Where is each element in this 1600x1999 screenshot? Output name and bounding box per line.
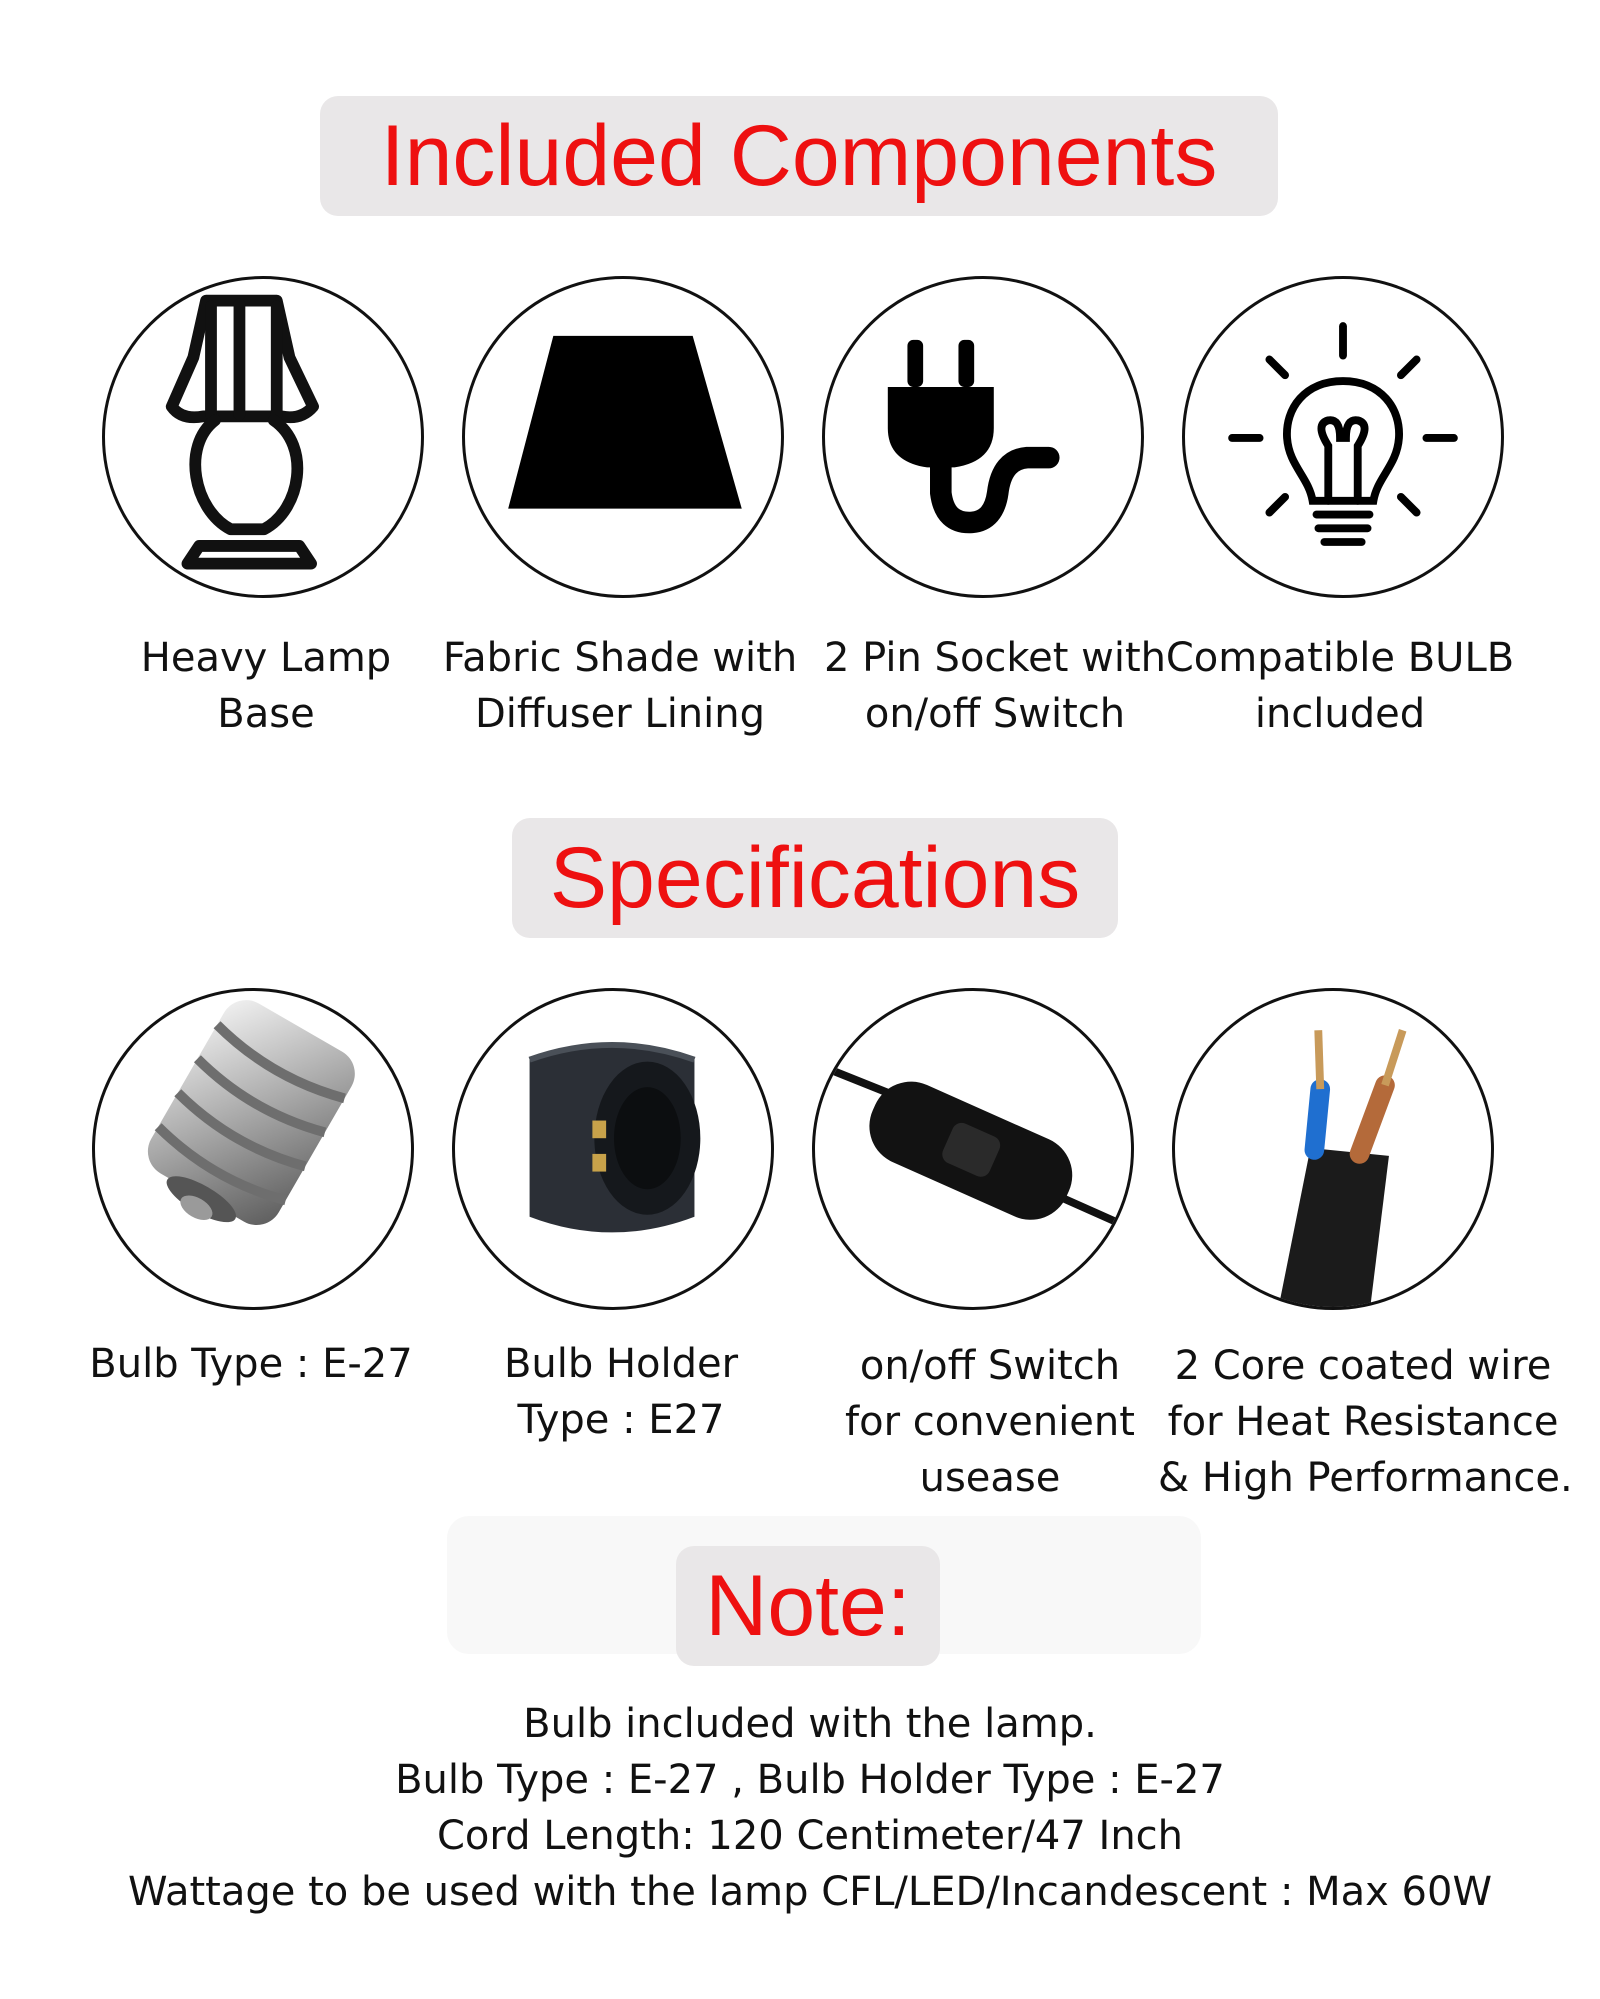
caption-lamp-base bbox=[116, 630, 416, 742]
note-heading bbox=[676, 1546, 940, 1666]
caption-line: Base bbox=[217, 691, 315, 737]
note-line: Bulb included with the lamp. bbox=[523, 1701, 1097, 1747]
caption-line: usease bbox=[919, 1455, 1061, 1501]
note-text bbox=[0, 1696, 1600, 1920]
plug-icon bbox=[822, 276, 1144, 598]
caption-line: Bulb Holder bbox=[503, 1341, 739, 1387]
table-lamp-icon bbox=[102, 276, 424, 598]
caption-line: & High Performance. bbox=[1158, 1455, 1573, 1501]
note-line: Cord Length: 120 Centimeter/47 Inch bbox=[436, 1813, 1184, 1859]
two-core-wire-image bbox=[1172, 988, 1494, 1310]
lamp-shade-icon bbox=[462, 276, 784, 598]
caption-line: Diffuser Lining bbox=[474, 691, 766, 737]
caption-line: Compatible BULB bbox=[1165, 635, 1515, 681]
caption-line: 2 Core coated wire bbox=[1174, 1343, 1552, 1389]
caption-line: Type : E27 bbox=[517, 1397, 725, 1443]
caption-line: Fabric Shade with bbox=[442, 635, 798, 681]
inline-switch-image bbox=[812, 988, 1134, 1310]
caption-bulb bbox=[1160, 630, 1520, 742]
caption-switch bbox=[830, 1338, 1150, 1506]
caption-line: for convenient bbox=[845, 1399, 1135, 1445]
caption-wire bbox=[1158, 1338, 1573, 1506]
caption-fabric-shade bbox=[430, 630, 810, 742]
e27-bulb-base-image bbox=[92, 988, 414, 1310]
caption-line: 2 Pin Socket with bbox=[823, 635, 1167, 681]
bulb-holder-image bbox=[452, 988, 774, 1310]
note-line: Bulb Type : E-27 , Bulb Holder Type : E-27 bbox=[395, 1757, 1225, 1803]
note-line: Wattage to be used with the lamp CFL/LED/Incandescent : Max 60W bbox=[127, 1869, 1492, 1915]
caption-line: Heavy Lamp bbox=[140, 635, 392, 681]
included-components-heading bbox=[320, 96, 1278, 216]
caption-line: for Heat Resistance bbox=[1167, 1399, 1559, 1445]
specifications-title: Specifications bbox=[549, 829, 1081, 926]
caption-bulb-type bbox=[86, 1336, 416, 1392]
caption-line: on/off Switch bbox=[859, 1343, 1121, 1389]
caption-bulb-holder bbox=[466, 1336, 776, 1448]
note-title: Note: bbox=[705, 1557, 911, 1654]
caption-line: included bbox=[1254, 691, 1426, 737]
specifications-heading bbox=[512, 818, 1118, 938]
included-components-title: Included Components bbox=[380, 107, 1218, 204]
caption-line: on/off Switch bbox=[864, 691, 1126, 737]
light-bulb-icon bbox=[1182, 276, 1504, 598]
caption-line: Bulb Type : E-27 bbox=[89, 1341, 413, 1387]
caption-plug bbox=[810, 630, 1180, 742]
